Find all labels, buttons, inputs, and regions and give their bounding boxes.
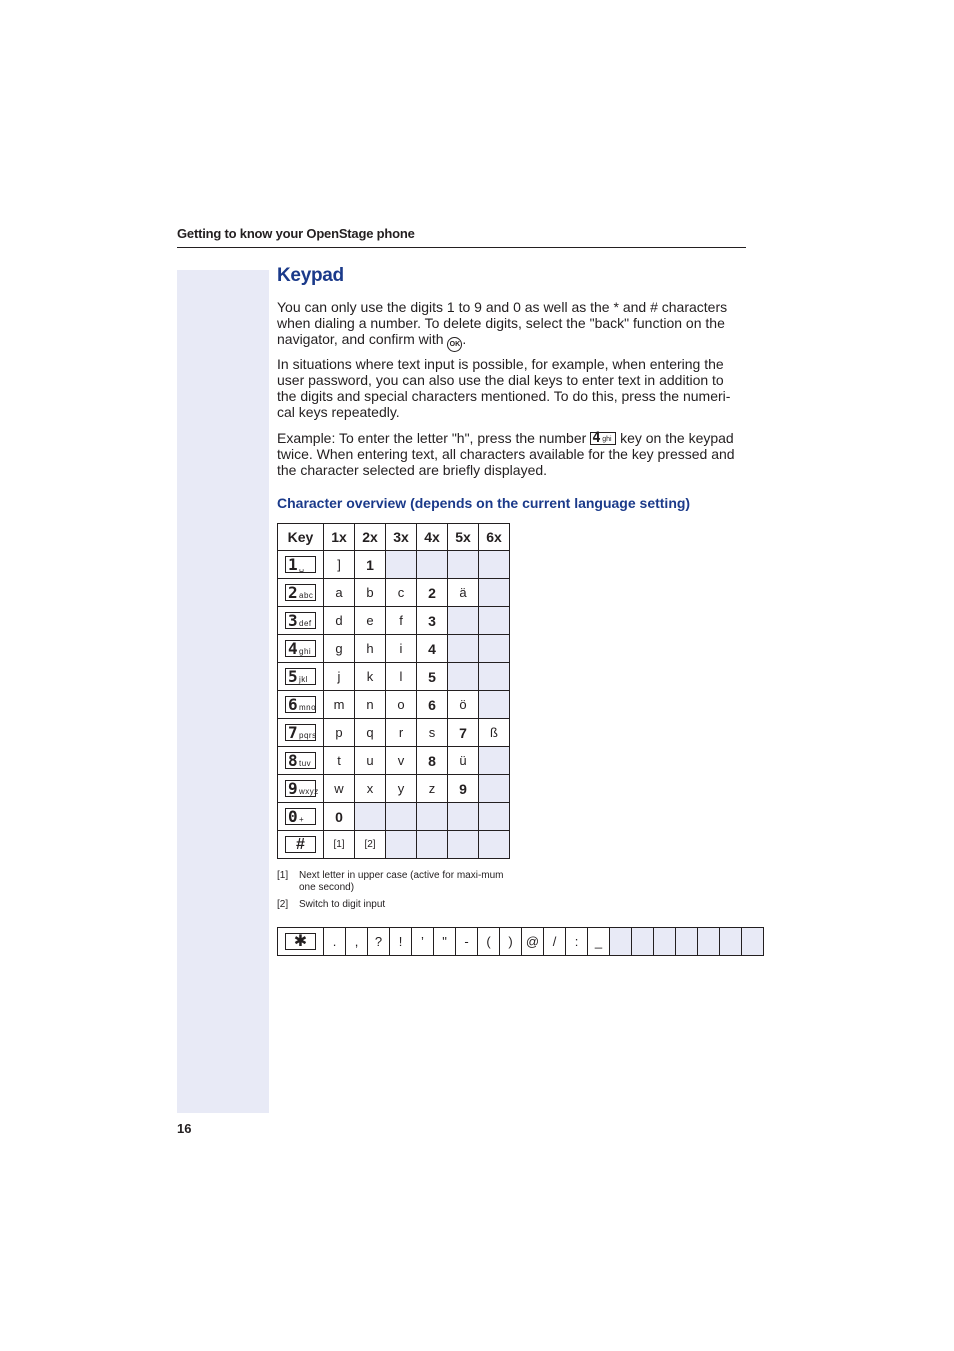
- key-4-icon: 4 ghi: [285, 640, 316, 657]
- table-header-row: [278, 524, 510, 551]
- footnotes: [277, 870, 512, 916]
- char-cell: @: [522, 928, 544, 956]
- ok-key-icon: OK: [447, 337, 462, 352]
- paragraph-text: You can only use the digits 1 to 9 and 0 as well as the * and # characters when dialing a number. To delete digits, select the "back" function on the navigator, and confirm with: [277, 299, 728, 347]
- char-cell: [448, 607, 479, 635]
- key-8-icon: 8 tuv: [285, 752, 316, 769]
- table-row: [278, 635, 510, 663]
- table-row: [278, 719, 510, 747]
- star-key-table: [277, 927, 764, 956]
- char-cell: ß: [479, 719, 510, 747]
- paragraph-text: .: [462, 331, 467, 347]
- char-cell: .: [324, 928, 346, 956]
- char-cell: -: [456, 928, 478, 956]
- char-cell: [448, 635, 479, 663]
- char-cell: [479, 551, 510, 579]
- char-cell: 6: [417, 691, 448, 719]
- char-cell: [417, 551, 448, 579]
- key-cell: [278, 747, 324, 775]
- char-cell: q: [355, 719, 386, 747]
- key-6-icon: 6 mno: [285, 696, 316, 713]
- char-cell: ": [434, 928, 456, 956]
- table-row: [278, 579, 510, 607]
- char-cell: 4: [417, 635, 448, 663]
- char-cell: t: [324, 747, 355, 775]
- key-3-icon: 3 def: [285, 612, 316, 629]
- key-cell: [278, 803, 324, 831]
- char-cell: (: [478, 928, 500, 956]
- column-header: 5x: [448, 524, 479, 551]
- char-cell: x: [355, 775, 386, 803]
- char-cell: f: [386, 607, 417, 635]
- char-cell: [610, 928, 632, 956]
- table-row: [278, 747, 510, 775]
- key-7-icon: 7 pqrs: [285, 724, 316, 741]
- running-header: Getting to know your OpenStage phone: [177, 226, 415, 241]
- key-2-icon: 2 abc: [285, 584, 316, 601]
- char-cell: ,: [346, 928, 368, 956]
- char-cell: 0: [324, 803, 355, 831]
- char-cell: :: [566, 928, 588, 956]
- char-cell: 9: [448, 775, 479, 803]
- char-cell: ?: [368, 928, 390, 956]
- footnote: [1] Next letter in upper case (active for maxi-mum one second): [277, 870, 504, 893]
- char-cell: 2: [417, 579, 448, 607]
- char-cell: g: [324, 635, 355, 663]
- char-cell: ’: [412, 928, 434, 956]
- char-cell: [386, 551, 417, 579]
- char-cell: z: [417, 775, 448, 803]
- key-cell: [278, 579, 324, 607]
- key-cell: [278, 928, 324, 956]
- key-cell: [278, 831, 324, 859]
- table-row: [278, 803, 510, 831]
- char-cell: [676, 928, 698, 956]
- char-cell: c: [386, 579, 417, 607]
- char-cell: u: [355, 747, 386, 775]
- char-cell: [698, 928, 720, 956]
- key-cell: [278, 719, 324, 747]
- char-cell: /: [544, 928, 566, 956]
- char-cell: [654, 928, 676, 956]
- char-cell: [479, 691, 510, 719]
- char-cell: ö: [448, 691, 479, 719]
- char-cell: [479, 831, 510, 859]
- overview-title: Character overview (depends on the current language setting): [277, 495, 691, 511]
- char-cell: l: [386, 663, 417, 691]
- key-cell: [278, 663, 324, 691]
- char-cell: w: [324, 775, 355, 803]
- char-cell: [479, 607, 510, 635]
- char-cell: b: [355, 579, 386, 607]
- paragraph-text: Example: To enter the letter "h", press the number: [277, 430, 591, 446]
- char-cell: [479, 775, 510, 803]
- char-cell: ä: [448, 579, 479, 607]
- key-9-icon: 9 wxyz: [285, 780, 316, 797]
- char-cell: 1: [355, 551, 386, 579]
- char-cell: r: [386, 719, 417, 747]
- char-cell: h: [355, 635, 386, 663]
- key-cell: [278, 775, 324, 803]
- table-row: [278, 831, 510, 859]
- key-1-icon: 1 ␣: [285, 556, 316, 573]
- table-row: [278, 551, 510, 579]
- paragraph-example: [277, 430, 747, 478]
- key-5-icon: 5 jkl: [285, 668, 316, 685]
- char-cell: s: [417, 719, 448, 747]
- char-cell: y: [386, 775, 417, 803]
- char-cell: [448, 663, 479, 691]
- char-cell: v: [386, 747, 417, 775]
- header-rule: [177, 247, 746, 248]
- char-cell: [386, 831, 417, 859]
- column-header: 2x: [355, 524, 386, 551]
- char-cell: [742, 928, 764, 956]
- char-cell: _: [588, 928, 610, 956]
- table-row: [278, 928, 764, 956]
- key-cell: [278, 691, 324, 719]
- character-table: [277, 523, 510, 859]
- page-number: 16: [177, 1121, 192, 1136]
- char-cell: [479, 635, 510, 663]
- table-row: [278, 775, 510, 803]
- char-cell: 7: [448, 719, 479, 747]
- footnote: [2] Switch to digit input: [277, 899, 386, 910]
- column-header: 4x: [417, 524, 448, 551]
- char-cell: [632, 928, 654, 956]
- key-cell: [278, 607, 324, 635]
- column-header: 1x: [324, 524, 355, 551]
- char-cell: o: [386, 691, 417, 719]
- key-0-icon: 0 +: [285, 808, 316, 825]
- char-cell: m: [324, 691, 355, 719]
- char-cell: [386, 803, 417, 831]
- table-row: [278, 607, 510, 635]
- char-cell: 3: [417, 607, 448, 635]
- char-cell: j: [324, 663, 355, 691]
- key-star-icon: ✱: [285, 933, 316, 950]
- column-header: 3x: [386, 524, 417, 551]
- char-cell: ): [500, 928, 522, 956]
- char-cell: [1]: [324, 831, 355, 859]
- key-hash-icon: #: [285, 836, 316, 853]
- margin-column: [177, 270, 269, 1113]
- char-cell: [479, 663, 510, 691]
- char-cell: [2]: [355, 831, 386, 859]
- char-cell: [448, 551, 479, 579]
- char-cell: [479, 747, 510, 775]
- paragraph-text: key on the keypad twice. When entering text, all characters available for the key pressed and the character selected are briefly displayed.: [277, 430, 735, 478]
- paragraph-dialing: [277, 299, 747, 352]
- char-cell: [417, 803, 448, 831]
- table-row: [278, 663, 510, 691]
- key-cell: [278, 635, 324, 663]
- char-cell: [448, 803, 479, 831]
- char-cell: [355, 803, 386, 831]
- column-header: 6x: [479, 524, 510, 551]
- char-cell: n: [355, 691, 386, 719]
- char-cell: e: [355, 607, 386, 635]
- paragraph-text-input: In situations where text input is possible, for example, when entering the user password, you can also use the dial keys to enter text in addition to the digits and special characters mentioned. To do this, press the numeri-cal keys repeatedly.: [277, 356, 731, 420]
- key-4-icon: 4 ghi: [590, 432, 616, 445]
- char-cell: [448, 831, 479, 859]
- table-row: [278, 691, 510, 719]
- char-cell: ü: [448, 747, 479, 775]
- char-cell: [720, 928, 742, 956]
- char-cell: 8: [417, 747, 448, 775]
- char-cell: p: [324, 719, 355, 747]
- char-cell: i: [386, 635, 417, 663]
- char-cell: !: [390, 928, 412, 956]
- section-title: Keypad: [277, 265, 344, 286]
- char-cell: [479, 803, 510, 831]
- column-header: Key: [278, 524, 324, 551]
- char-cell: a: [324, 579, 355, 607]
- char-cell: ]: [324, 551, 355, 579]
- char-cell: [479, 579, 510, 607]
- char-cell: [417, 831, 448, 859]
- char-cell: k: [355, 663, 386, 691]
- key-cell: [278, 551, 324, 579]
- char-cell: d: [324, 607, 355, 635]
- char-cell: 5: [417, 663, 448, 691]
